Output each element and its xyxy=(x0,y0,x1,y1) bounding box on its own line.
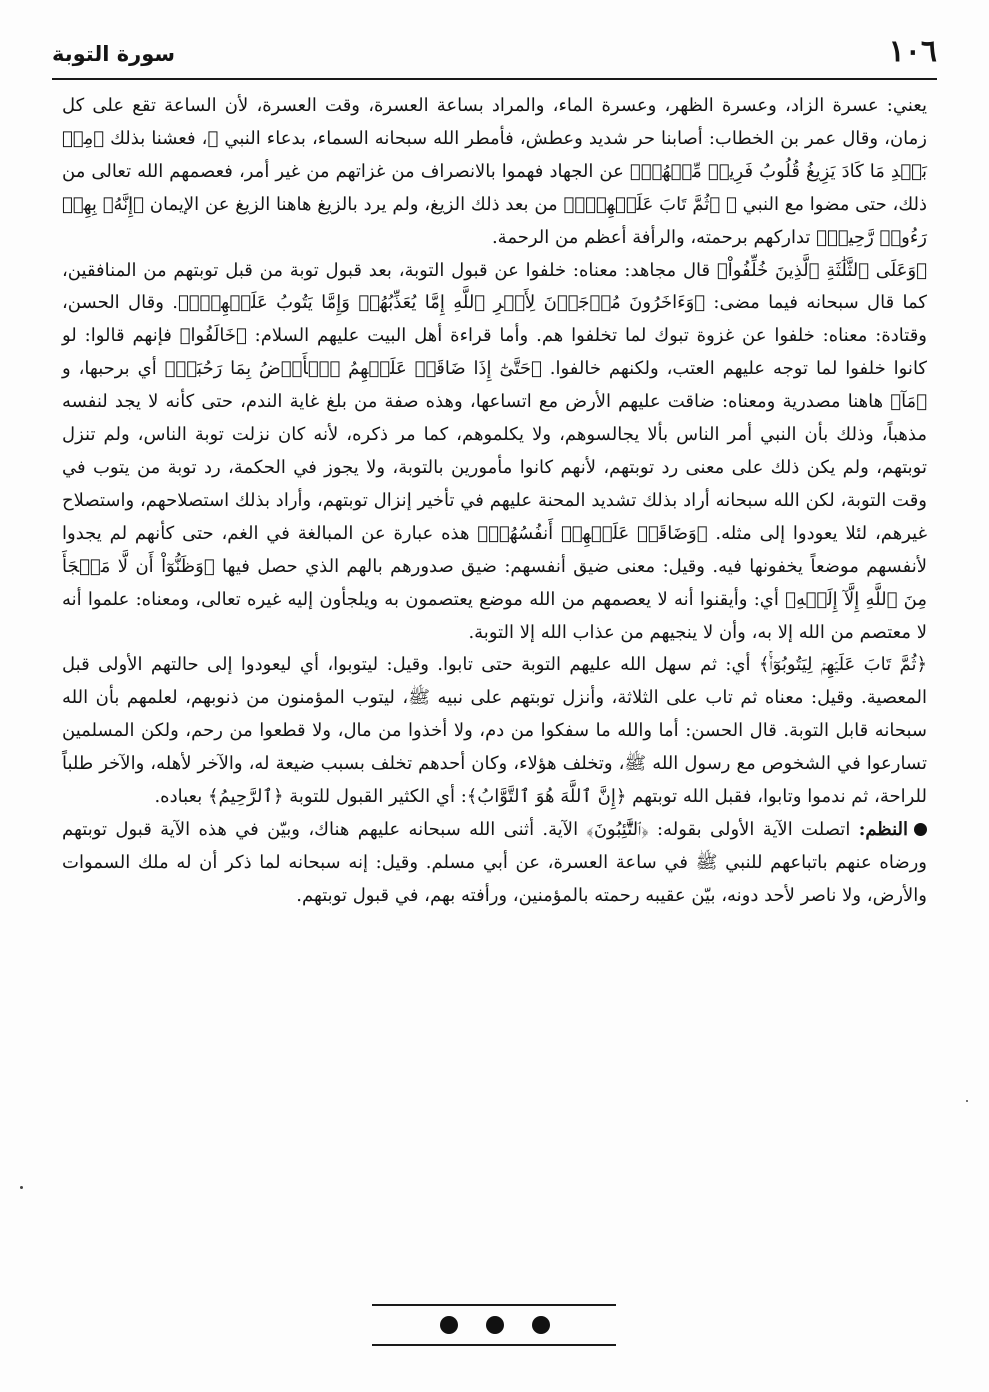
dot-icon xyxy=(532,1316,550,1334)
paragraph-1: يعني: عسرة الزاد، وعسرة الظهر، وعسرة الماء، والمراد بساعة العسرة، وقت العسرة، لأن الساعة تقع على كل زمان، وقال عمر بن الخطاب: أصابنا حر شديد وعطش، فأمطر الله سبحانه السماء، بدعاء النبي ﷺ، فعشنا بذلك ﴿مِنۢ بَعۡدِ مَا كَادَ يَزِيغُ قُلُوبُ فَرِيقٖ مِّنۡهُمۡ﴾ عن الجهاد فهموا بالانصراف من غزاتهم من غير أمر، فعصمهم الله تعالى من ذلك، حتى مضوا مع النبي ﷺ ﴿ثُمَّ تَابَ عَلَيۡهِمۡۚ﴾ من بعد ذلك الزيغ، ولم يرد بالزيغ هاهنا الزيغ عن الإيمان ﴿إِنَّهُۥ بِهِمۡ رَءُوفٞ رَّحِيمٞ﴾ تداركهم برحمته، والرأفة أعظم من الرحمة. xyxy=(62,95,927,248)
paragraph-3: ﴿ثُمَّ تَابَ عَلَيۡهِمۡ لِيَتُوبُوٓاْۚ﴾ أي: ثم سهل الله عليهم التوبة حتى تابوا. وقيل: ليتوبوا، أي ليعودوا إلى حالتهم الأولى قبل المعصية. وقيل: معناه ثم تاب على الثلاثة، وأنزل توبتهم على نبيه ﷺ، ليتوب المؤمنون من ذنوبهم، لعلمهم بأن الله سبحانه قابل التوبة. قال الحسن: أما والله ما سفكوا من دم، ولا أخذوا من مال، ولا قطعوا من رحم، ولكن المسلمين تسارعوا في الشخوص مع رسول الله ﷺ، وتخلف هؤلاء، وكان أحدهم تخلف بسبب ضيعة له، والآخر لأهله، والآخر طلباً للراحة، ثم ندموا وتابوا، فقبل الله توبتهم ﴿إِنَّ ٱللَّهَ هُوَ ٱلتَّوَّابُ﴾: أي الكثير القبول للتوبة ﴿ٱلرَّحِيمُ﴾ بعباده. xyxy=(62,654,927,808)
dot-icon xyxy=(440,1316,458,1334)
section-end-ornament xyxy=(440,1312,550,1338)
bullet-icon xyxy=(914,823,927,836)
paragraph-2: ﴿وَعَلَى ٱلثَّلَٰثَةِ ٱلَّذِينَ خُلِّفُواْ﴾ قال مجاهد: معناه: خلفوا عن قبول التوبة، بعد قبول توبة من قبل توبتهم من المنافقين، كما قال سبحانه فيما مضى: ﴿وَءَاخَرُونَ مُرۡجَوۡنَ لِأَمۡرِ ٱللَّهِ إِمَّا يُعَذِّبُهُمۡ وَإِمَّا يَتُوبُ عَلَيۡهِمۡۗ﴾. وقال الحسن، وقتادة: معناه: خلفوا عن غزوة تبوك لما تخلفوا هم. وأما قراءة أهل البيت عليهم السلام: ﴿خَالَفُوا﴾ فإنهم قالوا: لو كانوا خلفوا لما توجه عليهم العتب، ولكنهم خالفوا. ﴿حَتَّىٰٓ إِذَا ضَاقَتۡ عَلَيۡهِمُ ٱلۡأَرۡضُ بِمَا رَحُبَتۡ﴾ أي برحبها، و ﴿مَآ﴾ هاهنا مصدرية ومعناه: ضاقت عليهم الأرض مع اتساعها، وهذه صفة من بلغ غاية الندم، حتى كأنه لا يجد لنفسه مذهباً، وذلك بأن النبي أمر الناس بألا يجالسوهم، ولا يكلموهم، كما مر ذكره، لأنه كان نزلت توبة الناس، ولم تنزل توبتهم، ولم يكن ذلك على معنى رد توبتهم، لأنهم كانوا مأمورين بالتوبة، ولا يجوز في الحكمة، رد توبة من يتوب في وقت التوبة، لكن الله سبحانه أراد بذلك تشديد المحنة عليهم في تأخير إنزال توبتهم، وأراد بذلك استصلاحهم، واستصلاح غيرهم، لئلا يعودوا إلى مثله. ﴿وَضَاقَتۡ عَلَيۡهِمۡ أَنفُسُهُمۡ﴾ هذه عبارة عن المبالغة في الغم، حتى كأنهم لم يجدوا لأنفسهم موضعاً يخفونها فيه. وقيل: معنى ضيق أنفسهم: ضيق صدورهم بالهم الذي حصل فيها ﴿وَظَنُّوٓاْ أَن لَّا مَلۡجَأَ مِنَ ٱللَّهِ إِلَّآ إِلَيۡهِ﴾ أي: وأيقنوا أنه لا يعصمهم من الله موضع يعتصمون به ويلجأون إليه غيره تعالى، ومعناه: علموا أنه لا معتصم من الله إلا به، وأن لا ينجيهم من عذاب الله إلا التوبة. xyxy=(62,259,928,643)
nazm-heading: النظم: xyxy=(858,818,908,840)
scan-speck xyxy=(966,1100,968,1102)
nazm-paragraph xyxy=(62,814,927,913)
header-divider xyxy=(52,78,937,80)
scan-speck xyxy=(20,1186,23,1189)
running-title: سورة التوبة xyxy=(52,42,176,66)
body-text xyxy=(62,90,927,913)
footer-divider-top xyxy=(372,1304,616,1306)
page-number: ١٠٦ xyxy=(888,34,937,69)
dot-icon xyxy=(486,1316,504,1334)
footer-divider-bottom xyxy=(372,1344,616,1346)
nazm-text: اتصلت الآية الأولى بقوله: ﴿ٱلتَّٰٓئِبُونَ﴾ الآية. أثنى الله سبحانه عليهم هناك، وبيّن في هذه الآية قبول توبتهم ورضاه عنهم باتباعهم للنبي ﷺ في ساعة العسرة، عن أبي مسلم. وقيل: إنه سبحانه لما ذكر أن له ملك السموات والأرض، ولا ناصر لأحد دونه، بيّن عقيبه رحمته بالمؤمنين، ورأفته بهم، في قبول توبتهم. xyxy=(62,818,927,906)
page-header xyxy=(52,34,937,74)
